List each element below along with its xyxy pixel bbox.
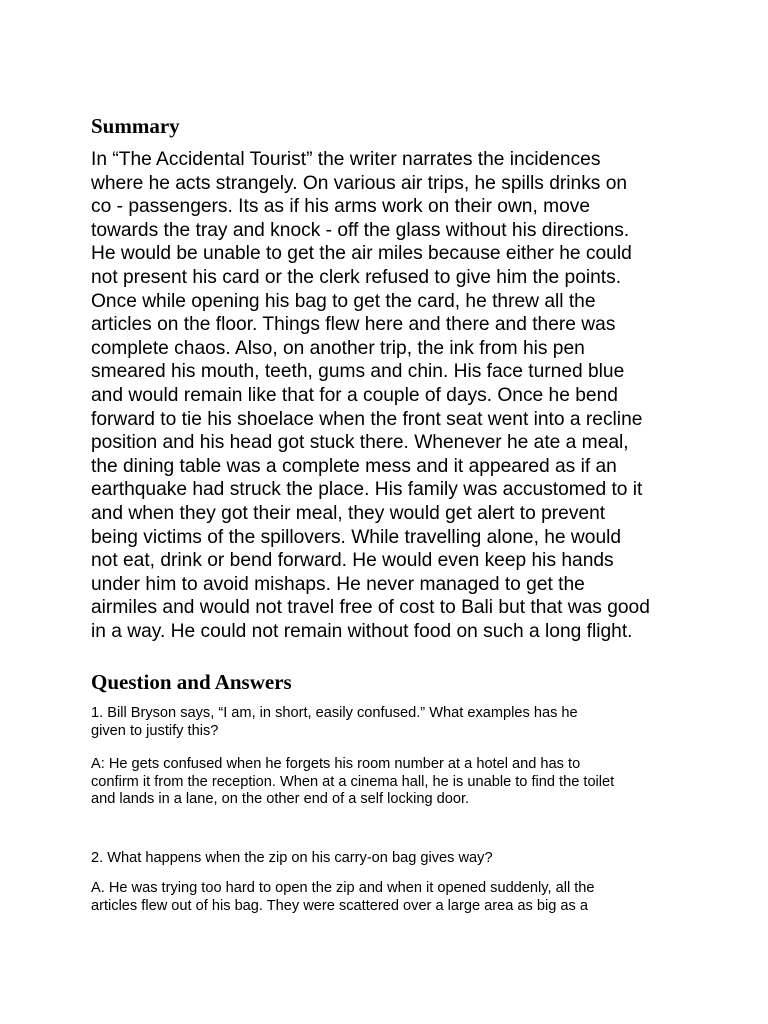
summary-paragraph: In “The Accidental Tourist” the writer narrates the incidences where he acts strangely. On various air trips, he spills drinks on co - passengers. Its as if his arms work on their own, move towards the tray and knock - off the glass without his directions. He would be unable to get the air miles because either he could not present his card or the clerk refused to give him the points. Once while opening his bag to get the card, he threw all the articles on the floor. Things flew here and there and there was complete chaos. Also, on another trip, the ink from his pen smeared his mouth, teeth, gums and chin. His face turned blue and would remain like that for a couple of days. Once he bend forward to tie his shoelace when the front seat went into a recline position and his head got stuck there. Whenever he ate a meal, the dining table was a complete mess and it appeared as if an earthquake had struck the place. His family was accustomed to it and when they got their meal, they would get alert to prevent being victims of the spillovers. While travelling alone, he would not eat, drink or bend forward. He would even keep his hands under him to avoid mishaps. He never managed to get the airmiles and would not travel free of cost to Bali but that was good in a way. He could not remain without food on such a long flight.	[91, 149, 650, 642]
answer-2: A. He was trying too hard to open the zip and when it opened suddenly, all the articles flew out of his bag. They were scattered over a large area as big as a	[91, 880, 595, 914]
question-2: 2. What happens when the zip on his carry-on bag gives way?	[91, 850, 493, 866]
question-1: 1. Bill Bryson says, “I am, in short, easily confused.” What examples has he given to justify this?	[91, 705, 578, 739]
summary-heading: Summary	[91, 114, 180, 138]
answer-1: A: He gets confused when he forgets his room number at a hotel and has to confirm it from the reception. When at a cinema hall, he is unable to find the toilet and lands in a lane, on the other end of a self locking door.	[91, 756, 615, 808]
qa-heading: Question and Answers	[91, 670, 292, 694]
